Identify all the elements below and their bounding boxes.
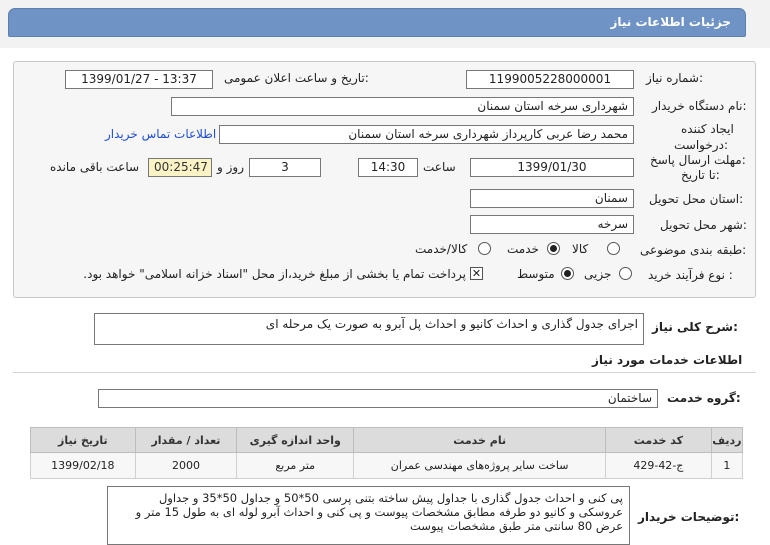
deadline-date-field: 1399/01/30 [470,158,634,177]
city-field: سرخه [470,215,634,234]
need-number-label: شماره نیاز: [646,71,704,85]
cell-row-number: 1 [711,453,742,479]
process-option-medium: متوسط [517,267,555,281]
title-bar [0,0,770,48]
buyer-contact-link[interactable]: اطلاعات تماس خریدار [105,127,217,141]
need-number-field: 1199005228000001 [466,70,634,89]
deadline-time-label: ساعت [423,160,456,174]
process-radio-minor[interactable] [619,267,632,280]
deadline-time-field: 14:30 [358,158,418,177]
table-row [31,453,743,479]
province-label: استان محل تحویل: [649,192,744,206]
cell-service-code: ج-42-429 [606,453,712,479]
category-radio-goods[interactable] [607,242,620,255]
announce-date-field: 1399/01/27 - 13:37 [65,70,213,89]
city-label: شهر محل تحویل: [660,218,747,232]
cell-service-name: ساخت سایر پروژه‌های مهندسی عمران [354,453,606,479]
summary-label: شرح کلی نیاز: [652,320,738,334]
creator-label-line1: ایجاد کننده [681,122,734,136]
province-field: سمنان [470,189,634,208]
section-divider [13,372,756,373]
services-section-title: اطلاعات خدمات مورد نیاز [592,353,743,367]
buyer-notes-field: پی کنی و احداث جدول گذاری با جداول پیش ساخته بتنی پرسی 50*50 و جداول 50*35 و جداول عروسکی و کانیو دو طرفه مطابق مشخصات پیوست و پی کنی و احداث آبرو لوله ای به طول 15 متر و عرض 80 سانتی متر طبق مشخصات پیوست [107,486,630,545]
title-bar-strip [8,8,746,37]
remaining-time-label: ساعت باقی مانده [50,160,140,174]
treasury-bonds-text: پرداخت تمام یا بخشی از مبلغ خرید،از محل "اسناد خزانه اسلامی" خواهد بود. [83,267,466,281]
cell-need-date: 1399/02/18 [31,453,136,479]
process-type-label: نوع فرآیند خرید : [648,268,733,282]
days-label: روز و [217,160,244,174]
service-group-label: گروه خدمت: [667,391,741,405]
col-service-name: نام خدمت [354,428,606,453]
col-service-code: کد خدمت [606,428,712,453]
deadline-label-line1: مهلت ارسال پاسخ: [650,153,746,167]
col-quantity: تعداد / مقدار [135,428,237,453]
table-header-row [31,428,743,453]
creator-label-line2: درخواست: [674,138,728,152]
category-radio-goods-service[interactable] [478,242,491,255]
col-need-date: تاریخ نیاز [31,428,136,453]
process-radio-medium[interactable] [561,267,574,280]
buyer-org-field: شهرداری سرخه استان سمنان [171,97,634,116]
treasury-bonds-checkbox[interactable]: ✕ [471,267,482,280]
cell-quantity: 2000 [135,453,237,479]
remaining-time-field: 00:25:47 [148,158,212,177]
category-label: طبقه بندی موضوعی: [640,243,747,257]
deadline-label-line2: تا تاریخ: [681,168,720,182]
announce-date-label: تاریخ و ساعت اعلان عمومی: [224,71,369,85]
col-unit: واحد اندازه گیری [237,428,354,453]
creator-field: محمد رضا عربی کارپرداز شهرداری سرخه استان سمنان [219,125,634,144]
category-radio-service[interactable] [547,242,560,255]
buyer-org-label: نام دستگاه خریدار: [652,99,747,113]
services-table [30,427,743,479]
cell-unit: متر مربع [237,453,354,479]
summary-field: اجرای جدول گذاری و احداث کانیو و احداث پل آبرو به صورت یک مرحله ای [94,313,644,345]
buyer-notes-label: توضیحات خریدار: [638,510,740,524]
col-row-number: ردیف [711,428,742,453]
category-option-goods-service: کالا/خدمت [415,242,468,256]
category-option-goods: کالا [572,242,589,256]
page-title: جزئیات اطلاعات نیاز [610,15,731,29]
category-option-service: خدمت [507,242,539,256]
process-option-minor: جزیی [584,267,612,281]
days-remaining-field: 3 [249,158,321,177]
service-group-field: ساختمان [98,389,658,408]
